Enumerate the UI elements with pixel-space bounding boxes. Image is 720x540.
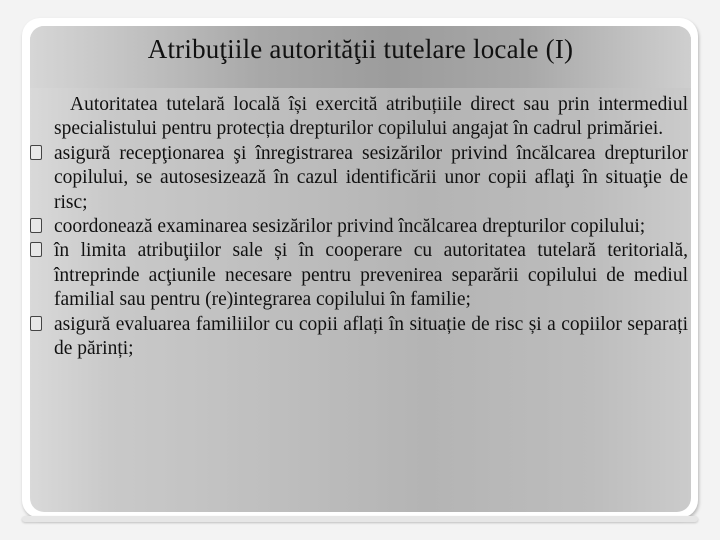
bullet-text: asigură recepţionarea şi înregistrarea sesizărilor privind încălcarea drepturilor copilului, se autosesizează în cazul identificării unor copii aflaţi în situaţie de risc; [54, 142, 688, 213]
bullet-item [50, 313, 688, 362]
bullet-text: asigură evaluarea familiilor cu copii aflați în situație de risc și a copiilor separați de părinți; [54, 313, 688, 360]
slide-body [50, 93, 688, 361]
bullet-text: în limita atribuţiilor sale și în cooperare cu autoritatea tutelară teritorială, întreprinde acţiunile necesare pentru prevenirea separării copilului de mediul familial sau pentru (re)integrarea copilului în familie; [54, 240, 688, 311]
bottom-divider [22, 516, 698, 522]
bullet-box-icon [30, 316, 42, 331]
bullet-item [50, 142, 688, 215]
intro-paragraph: Autoritatea tutelară locală își exercită atribuțiile direct sau prin intermediul specialistului pentru protecția drepturilor copilului angajat în cadrul primăriei. [54, 94, 688, 140]
bullet-box-icon [30, 242, 42, 257]
bullet-text: coordonează examinarea sesizărilor privind încălcarea drepturilor copilului; [54, 216, 646, 238]
bullet-item [50, 239, 688, 312]
slide-title: Atribuţiile autorităţii tutelare locale (I) [147, 34, 574, 64]
bullet-item [50, 215, 688, 239]
bullet-box-icon [30, 145, 42, 160]
bullet-box-icon [30, 218, 42, 233]
